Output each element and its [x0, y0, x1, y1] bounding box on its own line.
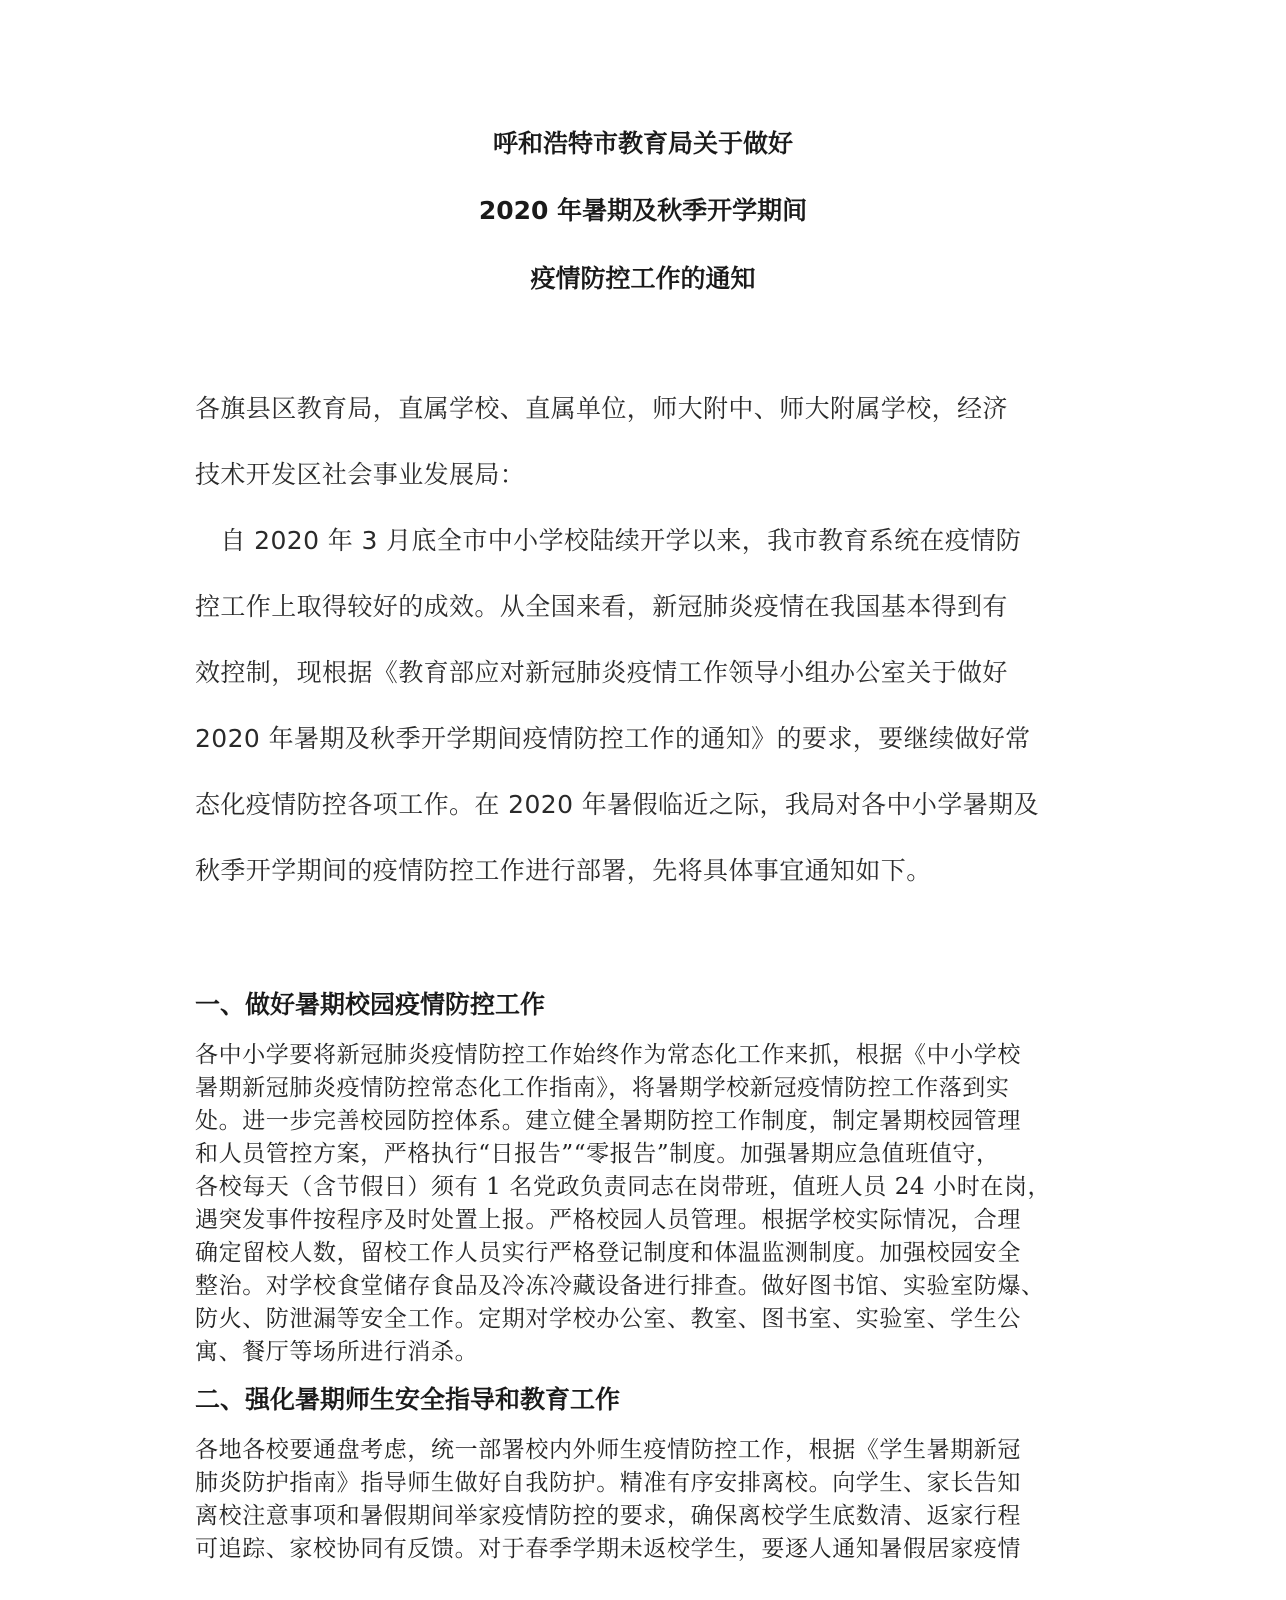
section-2-heading: 二、强化暑期师生安全指导和教育工作	[195, 1385, 621, 1414]
section-1-line: 处。进一步完善校园防控体系。建立健全暑期防控工作制度，制定暑期校园管理	[195, 1108, 1021, 1134]
intro-line: 秋季开学期间的疫情防控工作进行部署，先将具体事宜通知如下。	[195, 856, 932, 885]
section-1-line: 寓、餐厅等场所进行消杀。	[195, 1339, 479, 1365]
section-1-line: 遇突发事件按程序及时处置上报。严格校园人员管理。根据学校实际情况，合理	[195, 1207, 1021, 1233]
document-title-line-3: 疫情防控工作的通知	[530, 264, 756, 293]
section-1-heading: 一、做好暑期校园疫情防控工作	[195, 990, 546, 1019]
addressee-line-1: 各旗县区教育局，直属学校、直属单位，师大附中、师大附属学校，经济	[195, 394, 1008, 423]
intro-line: 态化疫情防控各项工作。在 2020 年暑假临近之际，我局对各中小学暑期及	[195, 790, 1039, 819]
section-2-line: 离校注意事项和暑假期间举家疫情防控的要求，确保离校学生底数清、返家行程	[195, 1503, 1021, 1529]
intro-line: 控工作上取得较好的成效。从全国来看，新冠肺炎疫情在我国基本得到有	[195, 592, 1008, 621]
section-1-line: 各校每天（含节假日）须有 1 名党政负责同志在岗带班，值班人员 24 小时在岗，	[195, 1174, 1052, 1200]
document-title-line-2: 2020 年暑期及秋季开学期间	[478, 196, 808, 225]
section-1-line: 和人员管控方案，严格执行“日报告”“零报告”制度。加强暑期应急值班值守，	[195, 1141, 1000, 1167]
section-1-line: 暑期新冠肺炎疫情防控常态化工作指南》，将暑期学校新冠疫情防控工作落到实	[195, 1075, 1010, 1101]
intro-line: 效控制，现根据《教育部应对新冠肺炎疫情工作领导小组办公室关于做好	[195, 658, 1008, 687]
section-2-line: 各地各校要通盘考虑，统一部署校内外师生疫情防控工作，根据《学生暑期新冠	[195, 1437, 1021, 1463]
intro-line: 2020 年暑期及秋季开学期间疫情防控工作的通知》的要求，要继续做好常	[195, 724, 1031, 753]
section-2-line: 可追踪、家校协同有反馈。对于春季学期未返校学生，要逐人通知暑假居家疫情	[195, 1536, 1021, 1562]
section-1-line: 确定留校人数，留校工作人员实行严格登记制度和体温监测制度。加强校园安全	[195, 1240, 1021, 1266]
section-2-line: 肺炎防护指南》指导师生做好自我防护。精准有序安排离校。向学生、家长告知	[195, 1470, 1021, 1496]
section-1-line: 防火、防泄漏等安全工作。定期对学校办公室、教室、图书室、实验室、学生公	[195, 1306, 1021, 1332]
addressee-line-2: 技术开发区社会事业发展局：	[195, 460, 526, 489]
intro-line: 自 2020 年 3 月底全市中小学校陆续开学以来，我市教育系统在疫情防	[195, 526, 1022, 555]
document-title-line-1: 呼和浩特市教育局关于做好	[492, 129, 793, 158]
section-1-line: 各中小学要将新冠肺炎疫情防控工作始终作为常态化工作来抓，根据《中小学校	[195, 1042, 1021, 1068]
section-1-line: 整治。对学校食堂储存食品及冷冻冷藏设备进行排查。做好图书馆、实验室防爆、	[195, 1273, 1045, 1299]
